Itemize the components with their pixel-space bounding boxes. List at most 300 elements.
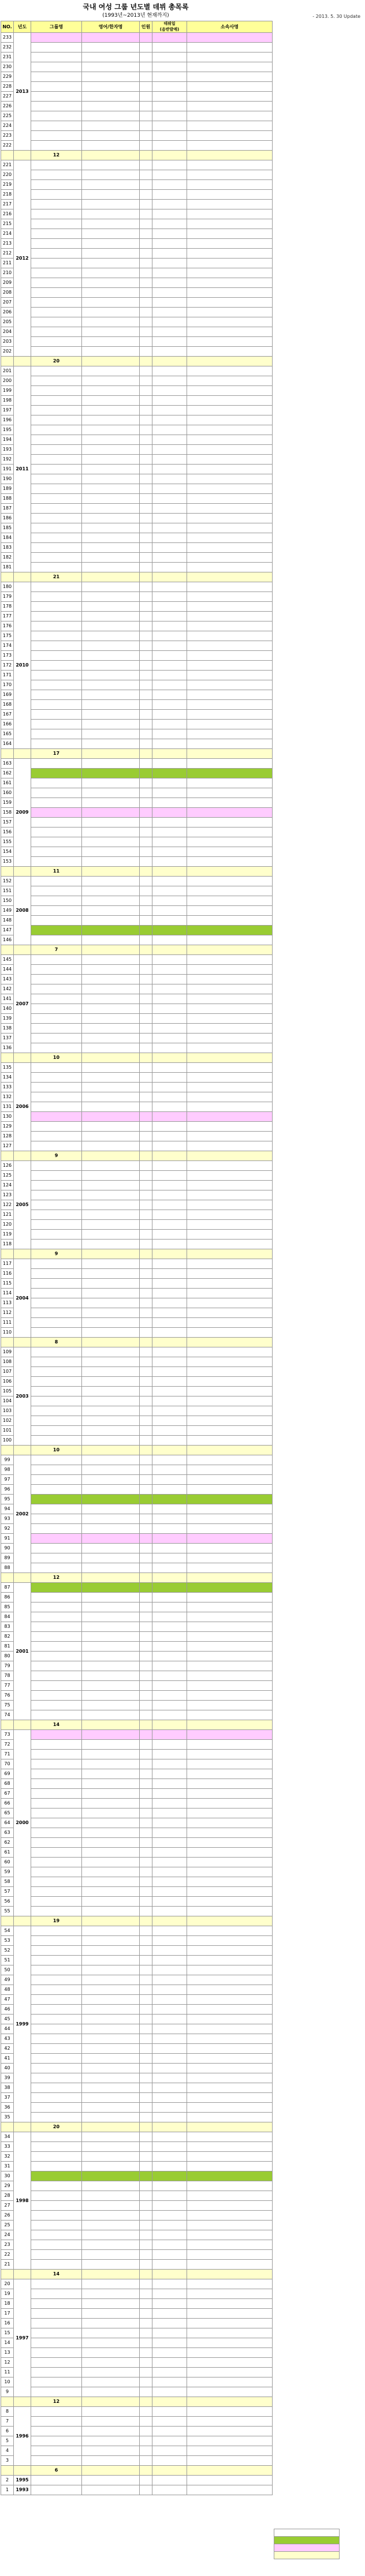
- cell-group-name: [31, 2319, 82, 2328]
- cell-english-name: [82, 828, 140, 837]
- cell-agency: [187, 2289, 273, 2299]
- cell-agency: [187, 2044, 273, 2054]
- cell-no: 183: [1, 543, 14, 553]
- cell-agency: [187, 317, 273, 327]
- cell-debut-date: [152, 1632, 187, 1642]
- cell-english-name: [82, 1965, 140, 1975]
- cell-agency: [187, 1298, 273, 1308]
- cell-english-name: [82, 1936, 140, 1946]
- cell-agency: [187, 2358, 273, 2368]
- table-row: [1, 2162, 273, 2171]
- cell-debut-date: [152, 209, 187, 219]
- summary-year: [14, 357, 31, 366]
- summary-no: [1, 2122, 14, 2132]
- cell-group-name: [31, 1396, 82, 1406]
- cell-members: [140, 680, 152, 690]
- cell-group-name: [31, 1975, 82, 1985]
- cell-agency: [187, 621, 273, 631]
- cell-members: [140, 1122, 152, 1132]
- cell-members: [140, 53, 152, 62]
- cell-english-name: [82, 1828, 140, 1838]
- cell-agency: [187, 1475, 273, 1485]
- cell-members: [140, 170, 152, 180]
- cell-no: 124: [1, 1181, 14, 1190]
- cell-debut-date: [152, 2377, 187, 2387]
- cell-group-name: [31, 710, 82, 720]
- summary-debut-date: [152, 1053, 187, 1063]
- cell-agency: [187, 965, 273, 975]
- cell-no: 64: [1, 1818, 14, 1828]
- cell-members: [140, 239, 152, 249]
- table-row: [1, 612, 273, 621]
- cell-agency: [187, 2446, 273, 2456]
- cell-no: 84: [1, 1612, 14, 1622]
- cell-no: 132: [1, 1092, 14, 1102]
- table-row: [1, 1465, 273, 1475]
- cell-english-name: [82, 1701, 140, 1710]
- cell-debut-date: [152, 2054, 187, 2064]
- year-summary-row: [1, 572, 273, 582]
- cell-agency: [187, 2476, 273, 2485]
- cell-group-name: [31, 680, 82, 690]
- table-row: [1, 337, 273, 347]
- cell-members: [140, 1995, 152, 2005]
- cell-agency: [187, 1563, 273, 1573]
- cell-no: 4: [1, 2446, 14, 2456]
- cell-english-name: [82, 366, 140, 376]
- cell-debut-date: [152, 2446, 187, 2456]
- cell-members: [140, 926, 152, 935]
- cell-no: 48: [1, 1985, 14, 1995]
- table-row: [1, 1583, 273, 1593]
- cell-members: [140, 778, 152, 788]
- cell-members: [140, 1308, 152, 1318]
- cell-agency: [187, 778, 273, 788]
- cell-members: [140, 847, 152, 857]
- summary-debut-date: [152, 1446, 187, 1455]
- table-row: [1, 1014, 273, 1024]
- cell-no: 33: [1, 2142, 14, 2152]
- cell-members: [140, 1259, 152, 1269]
- cell-group-name: [31, 1995, 82, 2005]
- cell-english-name: [82, 1632, 140, 1642]
- cell-group-name: [31, 43, 82, 53]
- cell-group-name: [31, 1730, 82, 1740]
- cell-english-name: [82, 2093, 140, 2103]
- table-row: [1, 82, 273, 92]
- cell-agency: [187, 2221, 273, 2230]
- cell-debut-date: [152, 1858, 187, 1867]
- cell-group-name: [31, 2427, 82, 2436]
- cell-no: 20: [1, 2279, 14, 2289]
- cell-debut-date: [152, 2162, 187, 2171]
- cell-no: 116: [1, 1269, 14, 1279]
- table-row: [1, 1357, 273, 1367]
- cell-english-name: [82, 2328, 140, 2338]
- cell-agency: [187, 2093, 273, 2103]
- cell-agency: [187, 1014, 273, 1024]
- cell-members: [140, 190, 152, 200]
- year-summary-row: [1, 1249, 273, 1259]
- cell-debut-date: [152, 514, 187, 523]
- table-row: [1, 1867, 273, 1877]
- table-row: [1, 308, 273, 317]
- summary-debut-date: [152, 2122, 187, 2132]
- cell-no: 152: [1, 877, 14, 886]
- cell-no: 130: [1, 1112, 14, 1122]
- cell-group-name: [31, 994, 82, 1004]
- cell-debut-date: [152, 1122, 187, 1132]
- table-row: [1, 1122, 273, 1132]
- summary-year: [14, 151, 31, 160]
- cell-english-name: [82, 298, 140, 308]
- cell-debut-date: [152, 2260, 187, 2270]
- cell-group-name: [31, 386, 82, 396]
- table-row: [1, 2476, 273, 2485]
- cell-agency: [187, 1838, 273, 1848]
- summary-year: [14, 2122, 31, 2132]
- cell-group-name: [31, 2005, 82, 2015]
- summary-english-name: [82, 1338, 140, 1347]
- cell-debut-date: [152, 778, 187, 788]
- cell-english-name: [82, 621, 140, 631]
- cell-group-name: [31, 1956, 82, 1965]
- cell-english-name: [82, 1132, 140, 1141]
- cell-agency: [187, 798, 273, 808]
- cell-no: 158: [1, 808, 14, 818]
- cell-english-name: [82, 1887, 140, 1897]
- cell-agency: [187, 857, 273, 867]
- cell-group-name: [31, 1985, 82, 1995]
- cell-debut-date: [152, 1112, 187, 1122]
- cell-no: 65: [1, 1809, 14, 1818]
- cell-english-name: [82, 1809, 140, 1818]
- cell-members: [140, 798, 152, 808]
- cell-group-name: [31, 1220, 82, 1230]
- cell-members: [140, 1220, 152, 1230]
- summary-count: 12: [31, 1573, 82, 1583]
- cell-english-name: [82, 239, 140, 249]
- cell-group-name: [31, 1298, 82, 1308]
- cell-agency: [187, 1063, 273, 1073]
- cell-group-name: [31, 406, 82, 415]
- table-row: [1, 2377, 273, 2387]
- cell-members: [140, 1092, 152, 1102]
- cell-no: 91: [1, 1534, 14, 1544]
- cell-group-name: [31, 1779, 82, 1789]
- cell-no: 54: [1, 1926, 14, 1936]
- table-row: [1, 2446, 273, 2456]
- cell-debut-date: [152, 1838, 187, 1848]
- table-row: [1, 1818, 273, 1828]
- cell-no: 80: [1, 1652, 14, 1661]
- cell-members: [140, 2181, 152, 2191]
- cell-english-name: [82, 965, 140, 975]
- cell-members: [140, 1318, 152, 1328]
- cell-debut-date: [152, 553, 187, 563]
- cell-english-name: [82, 533, 140, 543]
- cell-debut-date: [152, 631, 187, 641]
- cell-english-name: [82, 376, 140, 386]
- cell-debut-date: [152, 62, 187, 72]
- cell-group-name: [31, 857, 82, 867]
- cell-debut-date: [152, 1642, 187, 1652]
- cell-english-name: [82, 700, 140, 710]
- cell-agency: [187, 2083, 273, 2093]
- cell-debut-date: [152, 249, 187, 259]
- cell-members: [140, 465, 152, 474]
- cell-no: 7: [1, 2417, 14, 2427]
- table-row: [1, 671, 273, 680]
- cell-group-name: [31, 1965, 82, 1975]
- cell-english-name: [82, 170, 140, 180]
- table-row: [1, 1230, 273, 1240]
- cell-members: [140, 141, 152, 151]
- table-row: [1, 2015, 273, 2024]
- cell-agency: [187, 1946, 273, 1956]
- cell-agency: [187, 1210, 273, 1220]
- cell-no: 98: [1, 1465, 14, 1475]
- cell-no: 58: [1, 1877, 14, 1887]
- cell-group-name: [31, 2073, 82, 2083]
- cell-members: [140, 131, 152, 141]
- table-row: [1, 2230, 273, 2240]
- table-row: [1, 2034, 273, 2044]
- cell-no: 47: [1, 1995, 14, 2005]
- cell-agency: [187, 53, 273, 62]
- cell-no: 191: [1, 465, 14, 474]
- cell-agency: [187, 327, 273, 337]
- cell-no: 162: [1, 769, 14, 778]
- cell-no: 211: [1, 259, 14, 268]
- cell-no: 206: [1, 308, 14, 317]
- cell-members: [140, 386, 152, 396]
- cell-english-name: [82, 259, 140, 268]
- cell-agency: [187, 1818, 273, 1828]
- cell-agency: [187, 1622, 273, 1632]
- cell-debut-date: [152, 1769, 187, 1779]
- cell-group-name: [31, 396, 82, 406]
- cell-group-name: [31, 317, 82, 327]
- cell-group-name: [31, 2171, 82, 2181]
- cell-debut-date: [152, 504, 187, 514]
- cell-members: [140, 2358, 152, 2368]
- table-row: [1, 2348, 273, 2358]
- summary-members: [140, 1338, 152, 1347]
- cell-year: 2013: [14, 33, 31, 151]
- table-row: [1, 2054, 273, 2064]
- cell-members: [140, 2319, 152, 2328]
- table-row: [1, 2132, 273, 2142]
- cell-agency: [187, 1652, 273, 1661]
- cell-agency: [187, 690, 273, 700]
- cell-english-name: [82, 671, 140, 680]
- cell-agency: [187, 896, 273, 906]
- cell-members: [140, 1083, 152, 1092]
- cell-group-name: [31, 1485, 82, 1495]
- summary-english-name: [82, 2466, 140, 2476]
- cell-english-name: [82, 1504, 140, 1514]
- cell-agency: [187, 1190, 273, 1200]
- table-row: [1, 288, 273, 298]
- cell-no: 232: [1, 43, 14, 53]
- cell-agency: [187, 877, 273, 886]
- cell-debut-date: [152, 680, 187, 690]
- cell-english-name: [82, 1495, 140, 1504]
- cell-debut-date: [152, 1367, 187, 1377]
- cell-members: [140, 2162, 152, 2171]
- summary-english-name: [82, 1446, 140, 1455]
- cell-group-name: [31, 533, 82, 543]
- cell-members: [140, 2436, 152, 2446]
- cell-members: [140, 2417, 152, 2427]
- cell-members: [140, 2476, 152, 2485]
- cell-debut-date: [152, 1828, 187, 1838]
- cell-agency: [187, 43, 273, 53]
- cell-members: [140, 435, 152, 445]
- cell-agency: [187, 1593, 273, 1602]
- cell-debut-date: [152, 1652, 187, 1661]
- cell-debut-date: [152, 533, 187, 543]
- cell-group-name: [31, 494, 82, 504]
- cell-members: [140, 317, 152, 327]
- cell-members: [140, 2309, 152, 2319]
- cell-group-name: [31, 1524, 82, 1534]
- table-row: [1, 935, 273, 945]
- cell-group-name: [31, 2230, 82, 2240]
- cell-english-name: [82, 2319, 140, 2328]
- table-row: [1, 886, 273, 896]
- cell-english-name: [82, 1475, 140, 1485]
- table-row: [1, 2083, 273, 2093]
- cell-debut-date: [152, 337, 187, 347]
- cell-no: 169: [1, 690, 14, 700]
- cell-members: [140, 641, 152, 651]
- table-row: [1, 1161, 273, 1171]
- summary-count: 19: [31, 1916, 82, 1926]
- cell-english-name: [82, 788, 140, 798]
- cell-group-name: [31, 1347, 82, 1357]
- header-agency: 소속사명: [187, 21, 273, 33]
- cell-group-name: [31, 592, 82, 602]
- cell-group-name: [31, 1004, 82, 1014]
- cell-no: 103: [1, 1406, 14, 1416]
- cell-no: 160: [1, 788, 14, 798]
- summary-members: [140, 1573, 152, 1583]
- cell-group-name: [31, 1838, 82, 1848]
- table-row: [1, 1083, 273, 1092]
- table-row: [1, 298, 273, 308]
- cell-members: [140, 1289, 152, 1298]
- cell-english-name: [82, 1377, 140, 1387]
- cell-agency: [187, 2417, 273, 2427]
- cell-group-name: [31, 582, 82, 592]
- summary-count: 10: [31, 1446, 82, 1455]
- table-row: [1, 1426, 273, 1436]
- cell-debut-date: [152, 288, 187, 298]
- cell-english-name: [82, 102, 140, 111]
- cell-debut-date: [152, 2299, 187, 2309]
- cell-group-name: [31, 523, 82, 533]
- cell-agency: [187, 2456, 273, 2466]
- cell-agency: [187, 2005, 273, 2015]
- cell-english-name: [82, 180, 140, 190]
- cell-members: [140, 1436, 152, 1446]
- table-row: [1, 92, 273, 102]
- summary-debut-date: [152, 1720, 187, 1730]
- cell-agency: [187, 366, 273, 376]
- cell-group-name: [31, 455, 82, 465]
- cell-no: 135: [1, 1063, 14, 1073]
- cell-agency: [187, 1789, 273, 1799]
- cell-english-name: [82, 1975, 140, 1985]
- cell-year: 1993: [14, 2485, 31, 2495]
- cell-members: [140, 2377, 152, 2387]
- cell-english-name: [82, 415, 140, 425]
- cell-agency: [187, 2113, 273, 2122]
- cell-debut-date: [152, 690, 187, 700]
- cell-no: 26: [1, 2211, 14, 2221]
- table-row: [1, 553, 273, 563]
- cell-group-name: [31, 2093, 82, 2103]
- cell-no: 163: [1, 759, 14, 769]
- cell-members: [140, 1367, 152, 1377]
- cell-members: [140, 621, 152, 631]
- cell-english-name: [82, 43, 140, 53]
- table-row: [1, 1701, 273, 1710]
- cell-debut-date: [152, 1759, 187, 1769]
- table-row: [1, 514, 273, 523]
- cell-members: [140, 1024, 152, 1034]
- cell-agency: [187, 651, 273, 661]
- cell-agency: [187, 2024, 273, 2034]
- cell-no: 44: [1, 2024, 14, 2034]
- cell-no: 10: [1, 2377, 14, 2387]
- cell-members: [140, 2083, 152, 2093]
- cell-no: 193: [1, 445, 14, 455]
- cell-agency: [187, 1230, 273, 1240]
- cell-debut-date: [152, 1681, 187, 1691]
- cell-english-name: [82, 2181, 140, 2191]
- table-row: [1, 445, 273, 455]
- cell-no: 25: [1, 2221, 14, 2230]
- table-row: [1, 1907, 273, 1916]
- cell-agency: [187, 808, 273, 818]
- cell-english-name: [82, 2142, 140, 2152]
- cell-members: [140, 602, 152, 612]
- table-row: [1, 396, 273, 406]
- table-row: [1, 916, 273, 926]
- legend-swatch: [274, 2537, 339, 2544]
- cell-members: [140, 1230, 152, 1240]
- cell-agency: [187, 935, 273, 945]
- legend-header: [274, 2529, 339, 2537]
- cell-agency: [187, 1102, 273, 1112]
- cell-debut-date: [152, 808, 187, 818]
- summary-year: [14, 572, 31, 582]
- cell-debut-date: [152, 1416, 187, 1426]
- cell-members: [140, 1877, 152, 1887]
- cell-members: [140, 180, 152, 190]
- cell-english-name: [82, 1328, 140, 1338]
- summary-year: [14, 749, 31, 759]
- table-row: [1, 278, 273, 288]
- cell-members: [140, 2142, 152, 2152]
- cell-agency: [187, 818, 273, 828]
- cell-no: 126: [1, 1161, 14, 1171]
- cell-debut-date: [152, 2083, 187, 2093]
- cell-group-name: [31, 1652, 82, 1661]
